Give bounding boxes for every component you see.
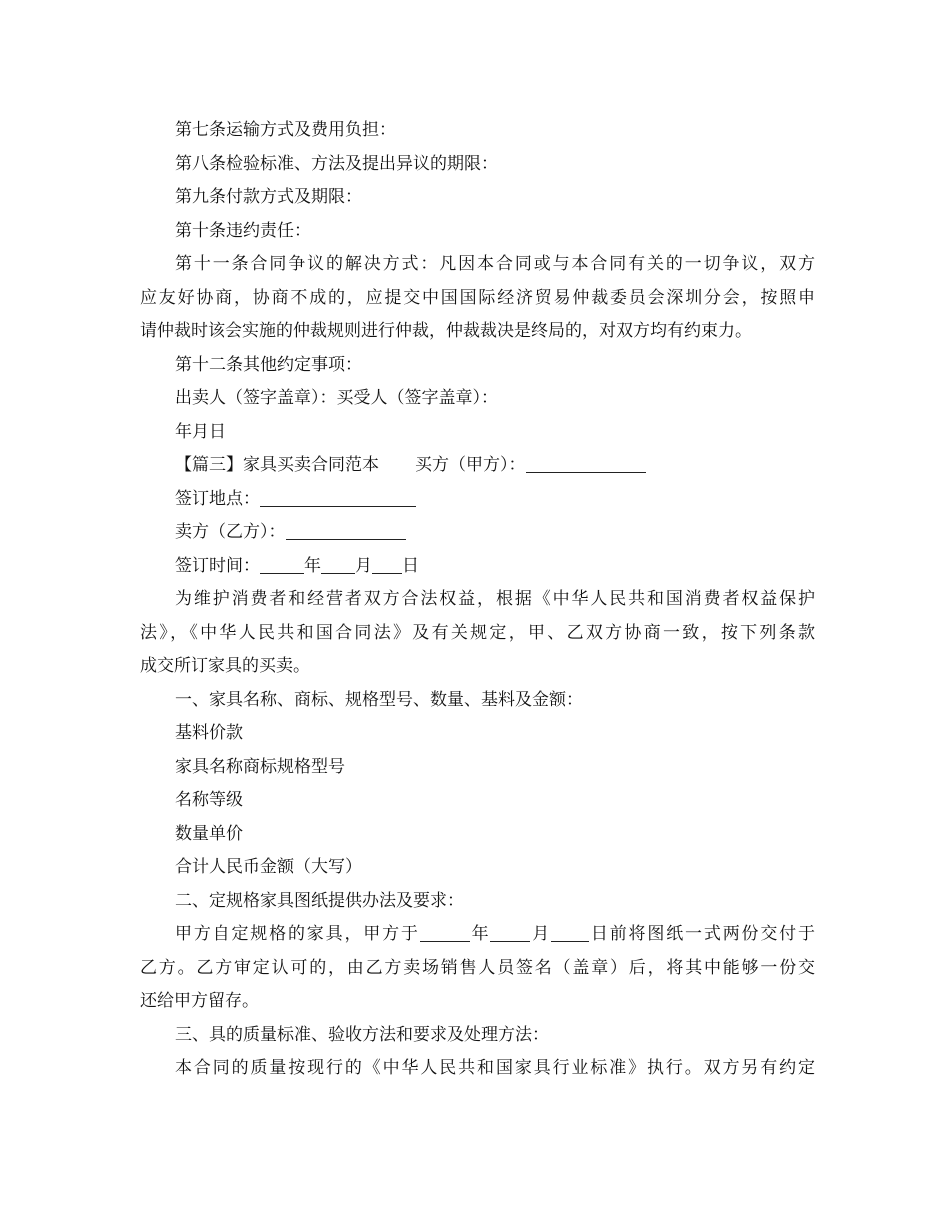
place-blank	[260, 486, 416, 507]
time-line	[140, 550, 815, 584]
section-2-heading: 二、定规格家具图纸提供办法及要求：	[175, 890, 464, 911]
sec2-year: 年	[469, 924, 491, 944]
article-10: 第十条违约责任：	[175, 220, 311, 241]
article-8: 第八条检验标准、方法及提出异议的期限：	[175, 153, 498, 174]
article-9: 第九条付款方式及期限：	[175, 187, 362, 207]
section-3-paragraph	[140, 1052, 815, 1086]
intro-line-3: 成交所订家具的买卖。	[140, 656, 310, 676]
place-line	[140, 483, 815, 517]
time-day: 日	[402, 555, 419, 576]
sec2-day-blank	[551, 921, 589, 942]
section-2-line-2: 乙方。乙方审定认可的，由乙方卖场销售人员签名（盖章）后，将其中能够一份交	[140, 957, 815, 978]
section-2-line-1	[140, 918, 815, 952]
article-11-line-3: 请仲裁时该会实施的仲裁规则进行仲裁，仲裁裁决是终局的，对双方均有约束力。	[140, 321, 752, 341]
sec2-month-blank	[490, 921, 530, 942]
section-3-heading: 三、具的质量标准、验收方法和要求及处理方法：	[175, 1024, 549, 1045]
section-3-line-1: 本合同的质量按现行的《中华人民共和国家具行业标准》执行。双方另有约定	[175, 1058, 815, 1078]
intro-line-2: 法》，《中华人民共和国合同法》及有关规定，甲、乙双方协商一致，按下列条款	[140, 622, 815, 643]
signers-line: 出卖人（签字盖章）：买受人（签字盖章）：	[175, 388, 498, 408]
intro-paragraph	[140, 583, 815, 684]
section-1-heading: 一、家具名称、商标、规格型号、数量、基料及金额：	[175, 689, 583, 710]
time-label: 签订时间：	[175, 555, 260, 576]
section-2-paragraph	[140, 918, 815, 1019]
item-total-amount: 合计人民币金额（大写）	[175, 857, 362, 877]
part3-title: 【篇三】家具买卖合同范本	[175, 455, 379, 475]
item-quantity-unit-price: 数量单价	[175, 823, 243, 844]
part3-header-line	[140, 449, 815, 483]
time-month-blank	[321, 553, 355, 574]
article-11-line-1: 第十一条合同争议的解决方式：凡因本合同或与本合同有关的一切争议，双方	[175, 254, 815, 274]
time-month: 月	[355, 555, 372, 576]
seller-line	[140, 516, 815, 550]
section-2-line-3: 还给甲方留存。	[140, 991, 259, 1011]
article-11-line-2: 应友好协商，协商不成的，应提交中国国际经济贸易仲裁委员会深圳分会，按照申	[140, 287, 815, 308]
article-11	[140, 248, 815, 349]
time-day-blank	[372, 553, 402, 574]
sec2-year-blank	[420, 921, 470, 942]
buyer-blank	[526, 452, 646, 473]
intro-line-1: 为维护消费者和经营者双方合法权益，根据《中华人民共和国消费者权益保护	[175, 589, 815, 609]
date-line: 年月日	[175, 421, 226, 442]
item-name-grade: 名称等级	[175, 790, 243, 810]
time-year: 年	[304, 555, 321, 576]
item-base-price: 基料价款	[175, 723, 243, 743]
sec2-text-b: 日前将图纸一式两份交付于	[589, 924, 816, 944]
buyer-label: 买方（甲方）：	[415, 455, 526, 475]
place-label: 签订地点：	[175, 488, 260, 509]
time-year-blank	[260, 553, 304, 574]
seller-label: 卖方（乙方）：	[175, 522, 286, 542]
sec2-month: 月	[530, 924, 552, 944]
article-7: 第七条运输方式及费用负担：	[175, 120, 396, 140]
article-12: 第十二条其他约定事项：	[175, 354, 362, 375]
seller-blank	[286, 519, 406, 540]
item-name-brand-model: 家具名称商标规格型号	[175, 756, 345, 777]
sec2-text-a: 甲方自定规格的家具，甲方于	[175, 924, 420, 944]
